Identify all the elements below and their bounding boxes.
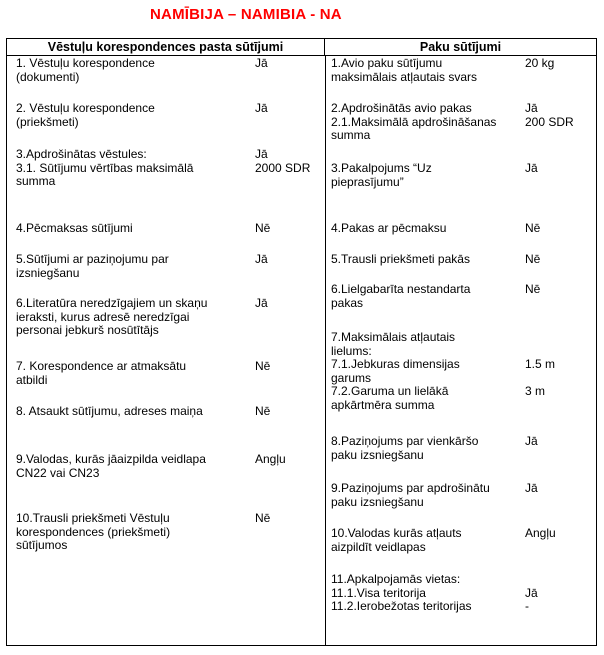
right-row-1-label: 1.Avio paku sūtījumu maksimālais atļautais svars (331, 56, 478, 84)
column-divider (325, 56, 326, 645)
left-row-5-value: Jā (255, 252, 268, 266)
header-letters: Vēstuļu korespondences pasta sūtījumi (7, 39, 325, 56)
right-row-8-value: Jā (525, 434, 538, 448)
left-row-2-value: Jā (255, 101, 268, 115)
right-row-2-value: Jā 200 SDR (525, 101, 574, 129)
right-row-4-value: Nē (525, 221, 541, 235)
right-row-5-value: Nē (525, 252, 541, 266)
left-row-9-label: 9.Valodas, kurās jāaizpilda veidlapa CN22 vai CN23 (16, 452, 206, 480)
left-row-6-value: Jā (255, 296, 268, 310)
left-row-8-value: Nē (255, 404, 271, 418)
left-row-6-label: 6.Literatūra neredzīgajiem un skaņu ieraksti, kurus adresē neredzīgai personai jebkurš nosūtītājs (16, 296, 208, 337)
right-row-11-value: Jā - (525, 585, 538, 613)
right-row-10-value: Angļu (525, 526, 556, 540)
left-row-4-value: Nē (255, 221, 271, 235)
right-row-6-value: Nē (525, 282, 541, 296)
right-row-9-label: 9.Paziņojums par apdrošinātu paku izsniegšanu (331, 481, 490, 509)
right-row-11-label: 11.Apkalpojamās vietas: 11.1.Visa teritorija 11.2.Ierobežotas teritorijas (331, 572, 472, 613)
left-row-7-value: Nē (255, 359, 271, 373)
left-row-4-label: 4.Pēcmaksas sūtījumi (16, 221, 133, 235)
left-row-1-value: Jā (255, 56, 268, 70)
right-row-5-label: 5.Trausli priekšmeti pakās (331, 252, 470, 266)
right-row-6-label: 6.Lielgabarīta nestandarta pakas (331, 282, 471, 310)
left-row-3-label: 3.Apdrošinātas vēstules: 3.1. Sūtījumu vērtības maksimālā summa (16, 147, 194, 188)
right-row-4-label: 4.Pakas ar pēcmaksu (331, 221, 447, 235)
page-title: NAMĪBIJA – NAMIBIA - NA (150, 6, 342, 23)
left-row-8-label: 8. Atsaukt sūtījumu, adreses maiņa (16, 404, 203, 418)
left-row-5-label: 5.Sūtījumi ar paziņojumu par izsniegšanu (16, 252, 169, 280)
right-row-8-label: 8.Paziņojums par vienkāršo paku izsniegšanu (331, 434, 479, 462)
right-row-7-value: 1.5 m 3 m (525, 357, 556, 398)
right-row-3-label: 3.Pakalpojums “Uz pieprasījumu” (331, 161, 432, 189)
left-row-10-label: 10.Trausli priekšmeti Vēstuļu korespondences (priekšmeti) sūtījumos (16, 511, 171, 552)
left-row-2-label: 2. Vēstuļu korespondence (priekšmeti) (16, 101, 155, 129)
right-row-9-value: Jā (525, 481, 538, 495)
right-row-7-label: 7.Maksimālais atļautais lielums: 7.1.Jebkuras dimensijas garums 7.2.Garuma un lielākā apkārtmēra summa (331, 330, 460, 412)
left-row-9-value: Angļu (255, 452, 286, 466)
header-parcels: Paku sūtījumi (325, 39, 596, 56)
right-row-2-label: 2.Apdrošinātās avio pakas 2.1.Maksimālā apdrošināšanas summa (331, 101, 497, 142)
left-row-7-label: 7. Korespondence ar atmaksātu atbildi (16, 359, 187, 387)
left-row-1-label: 1. Vēstuļu korespondence (dokumenti) (16, 56, 155, 84)
left-row-10-value: Nē (255, 511, 271, 525)
right-row-1-value: 20 kg (525, 56, 555, 70)
services-table (6, 38, 597, 646)
right-row-10-label: 10.Valodas kurās atļauts aizpildīt veidlapas (331, 526, 462, 554)
left-row-3-value: Jā 2000 SDR (255, 147, 311, 175)
right-row-3-value: Jā (525, 161, 538, 175)
